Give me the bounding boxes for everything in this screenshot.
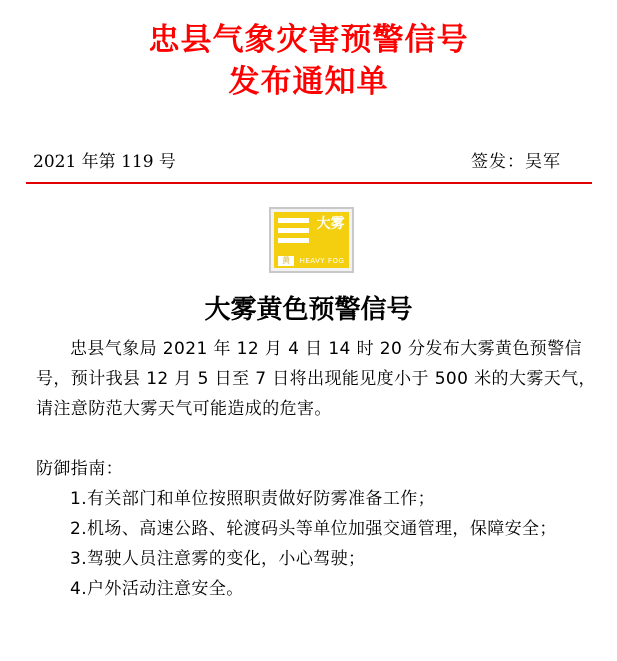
signal-main-text: 大雾 bbox=[316, 216, 345, 232]
document-title-line1: 忠县气象灾害预警信号 bbox=[148, 22, 469, 58]
signal-small-text: 黄 bbox=[278, 256, 294, 266]
notice-heading: 大雾黄色预警信号 bbox=[204, 295, 413, 325]
guide-item-1: 1.有关部门和单位按照职责做好防雾准备工作； bbox=[70, 489, 436, 509]
signer: 签发：吴军 bbox=[471, 152, 561, 172]
guide-label: 防御指南： bbox=[36, 459, 123, 479]
notice-paragraph: 忠县气象局 2021 年 12 月 4 日 14 时 20 分发布大雾黄色预警信号，预计我县 12 月 5 日至 7 日将出现能见度小于 500 米的大雾天气，请注意防范大雾天气可能造成的危害。 bbox=[36, 339, 596, 419]
signal-icon-face bbox=[274, 212, 349, 268]
guide-item-2: 2.机场、高速公路、轮渡码头等单位加强交通管理，保障安全； bbox=[70, 519, 557, 539]
signal-english-text: HEAVY FOG bbox=[299, 257, 345, 265]
document-title-line2: 发布通知单 bbox=[228, 64, 389, 100]
guide-item-4: 4.户外活动注意安全。 bbox=[70, 579, 244, 599]
fog-bars-icon bbox=[278, 218, 309, 248]
notice-body bbox=[36, 334, 596, 604]
red-divider bbox=[26, 182, 592, 184]
issue-number: 2021 年第 119 号 bbox=[33, 152, 176, 172]
heavy-fog-yellow-signal-icon bbox=[269, 207, 354, 273]
guide-item-3: 3.驾驶人员注意雾的变化，小心驾驶； bbox=[70, 549, 366, 569]
